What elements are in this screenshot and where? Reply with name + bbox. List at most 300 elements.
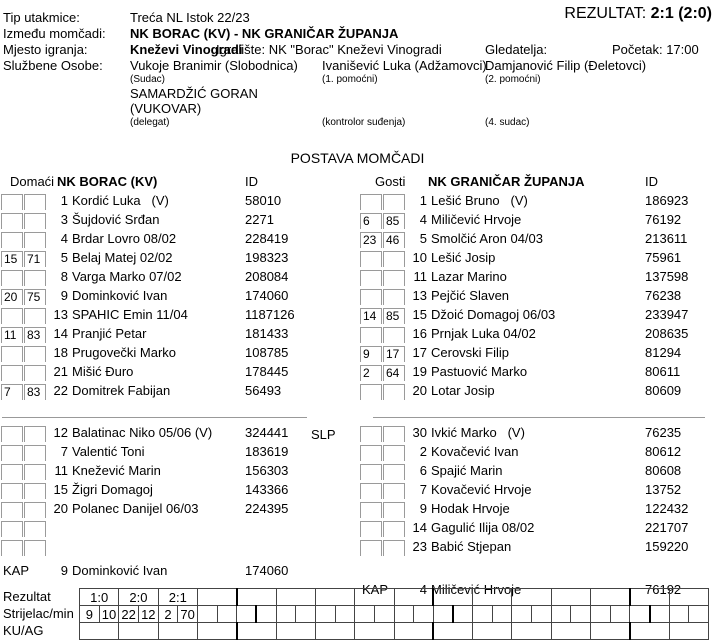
player-number: 1 bbox=[419, 193, 427, 208]
result-cell[interactable]: 2:1 bbox=[158, 589, 197, 606]
player-name: Spajić Marin bbox=[431, 463, 503, 478]
player-number: 4 bbox=[419, 582, 427, 597]
scorer-minute-cell[interactable]: 70 bbox=[178, 606, 198, 623]
sub-minute-box[interactable]: 83 bbox=[24, 327, 46, 343]
player-number: 7 bbox=[419, 482, 427, 497]
kuag-cell[interactable] bbox=[237, 623, 276, 640]
kuag-cell[interactable] bbox=[473, 623, 512, 640]
sub-in-number-box[interactable] bbox=[1, 308, 23, 324]
label-venue: Mjesto igranja: bbox=[3, 42, 88, 57]
result-cell[interactable] bbox=[276, 589, 315, 606]
substitute-row bbox=[360, 444, 713, 463]
player-id: 122432 bbox=[645, 501, 689, 516]
sub-in-number-box[interactable] bbox=[360, 464, 382, 480]
player-name: Kovačević Ivan bbox=[431, 444, 519, 459]
sub-in-number-box[interactable]: 14 bbox=[360, 308, 382, 324]
player-id: 1187126 bbox=[245, 307, 295, 322]
player-row bbox=[1, 288, 357, 307]
scorer-minute-cell[interactable]: 22 bbox=[119, 606, 139, 623]
player-id: 186923 bbox=[645, 193, 689, 208]
player-number: 7 bbox=[60, 444, 68, 459]
sub-minute-box[interactable] bbox=[383, 464, 405, 480]
scorer-minute-cell[interactable] bbox=[591, 606, 611, 623]
player-id: 75961 bbox=[645, 250, 682, 265]
player-number: 10 bbox=[412, 250, 427, 265]
sub-in-number-box[interactable]: 2 bbox=[360, 365, 382, 381]
sub-minute-box[interactable] bbox=[24, 346, 46, 362]
player-number: 11 bbox=[413, 269, 427, 284]
scorer-minute-cell[interactable] bbox=[669, 606, 689, 623]
fourth-official-role: (4. sudac) bbox=[485, 117, 530, 128]
kuag-cell[interactable] bbox=[315, 623, 354, 640]
kuag-cell[interactable] bbox=[158, 623, 197, 640]
player-row bbox=[1, 269, 357, 288]
player-number: 15 bbox=[53, 482, 68, 497]
sub-in-number-box[interactable] bbox=[360, 327, 382, 343]
sub-in-number-box[interactable]: 20 bbox=[1, 289, 23, 305]
kuag-cell[interactable] bbox=[197, 623, 236, 640]
player-row bbox=[1, 250, 357, 269]
scorer-minute-cell[interactable] bbox=[512, 606, 532, 623]
kuag-cell[interactable] bbox=[119, 623, 158, 640]
player-name: Valentić Toni bbox=[72, 444, 145, 459]
sub-minute-box[interactable] bbox=[24, 270, 46, 286]
player-name: Žigri Domagoj bbox=[72, 482, 153, 497]
scorer-minute-cell[interactable] bbox=[197, 606, 217, 623]
sub-in-number-box[interactable] bbox=[1, 464, 23, 480]
player-name: Lešić Bruno (V) bbox=[431, 193, 528, 208]
sub-minute-box[interactable] bbox=[24, 521, 46, 537]
player-row bbox=[1, 307, 357, 326]
player-id: 183619 bbox=[245, 444, 289, 459]
sub-minute-box[interactable] bbox=[24, 308, 46, 324]
player-number: 13 bbox=[412, 288, 427, 303]
player-number: 9 bbox=[60, 563, 68, 578]
sub-minute-box[interactable]: 83 bbox=[24, 384, 46, 400]
result-cell[interactable] bbox=[355, 589, 394, 606]
player-row bbox=[360, 212, 713, 231]
match-title: NK BORAC (KV) - NK GRANIČAR ŽUPANJA bbox=[130, 26, 399, 41]
venue-stadium: Igralište: NK "Borac" Kneževi Vinogradi bbox=[216, 42, 442, 57]
sub-minute-box[interactable]: 75 bbox=[24, 289, 46, 305]
scorer-minute-cell[interactable] bbox=[217, 606, 237, 623]
sub-in-number-box[interactable] bbox=[1, 540, 23, 556]
home-starters bbox=[1, 193, 357, 402]
sub-in-number-box[interactable] bbox=[360, 445, 382, 461]
scorer-minute-cell[interactable] bbox=[355, 606, 375, 623]
sub-in-number-box[interactable] bbox=[1, 445, 23, 461]
player-number: 4 bbox=[419, 212, 427, 227]
scorer-minute-cell[interactable] bbox=[335, 606, 355, 623]
substitute-row bbox=[360, 463, 713, 482]
kuag-cell[interactable] bbox=[433, 623, 472, 640]
kuag-cell[interactable] bbox=[80, 623, 119, 640]
sub-in-number-box[interactable] bbox=[360, 289, 382, 305]
competition-name: Treća NL Istok 22/23 bbox=[130, 10, 250, 25]
sub-minute-box[interactable] bbox=[383, 270, 405, 286]
sub-in-number-box[interactable] bbox=[360, 502, 382, 518]
player-row bbox=[1, 364, 357, 383]
slp-label: SLP bbox=[311, 427, 336, 442]
result-cell[interactable]: 2:0 bbox=[119, 589, 158, 606]
scorer-minute-cell[interactable]: 2 bbox=[158, 606, 178, 623]
delegate-city: (VUKOVAR) bbox=[130, 101, 202, 116]
assistant1-name: Ivanišević Luka (Adžamovci) bbox=[322, 58, 487, 73]
result-cell[interactable] bbox=[473, 589, 512, 606]
sub-minute-box[interactable] bbox=[24, 426, 46, 442]
home-subs bbox=[1, 425, 357, 558]
kuag-cell[interactable] bbox=[394, 623, 433, 640]
score-grid bbox=[79, 588, 709, 640]
sub-minute-box[interactable] bbox=[24, 464, 46, 480]
home-captain-row bbox=[1, 563, 357, 582]
player-number: 19 bbox=[412, 364, 427, 379]
player-name: Pejčić Slaven bbox=[431, 288, 510, 303]
player-id: 174060 bbox=[245, 563, 289, 578]
sub-minute-box[interactable] bbox=[383, 251, 405, 267]
player-row bbox=[360, 193, 713, 212]
home-side-label: Domaći bbox=[10, 174, 55, 189]
scorer-minute-cell[interactable] bbox=[453, 606, 473, 623]
sub-in-number-box[interactable] bbox=[1, 346, 23, 362]
scorer-minute-cell[interactable] bbox=[374, 606, 394, 623]
player-number: 11 bbox=[54, 463, 68, 478]
away-starters bbox=[360, 193, 713, 402]
player-row bbox=[1, 326, 357, 345]
player-id: 80608 bbox=[645, 463, 682, 478]
sub-in-number-box[interactable] bbox=[360, 384, 382, 400]
player-number: 5 bbox=[60, 250, 68, 265]
player-id: 76235 bbox=[645, 425, 682, 440]
player-row bbox=[360, 250, 713, 269]
controller-role: (kontrolor suđenja) bbox=[322, 117, 406, 128]
player-name: Pastuović Marko bbox=[431, 364, 528, 379]
kuag-cell[interactable] bbox=[355, 623, 394, 640]
player-id: 213611 bbox=[645, 231, 688, 246]
kuag-cell[interactable] bbox=[591, 623, 630, 640]
sub-minute-box[interactable] bbox=[24, 232, 46, 248]
sub-minute-box[interactable] bbox=[383, 483, 405, 499]
player-name: Miličević Hrvoje bbox=[431, 212, 522, 227]
scorer-minute-cell[interactable] bbox=[571, 606, 591, 623]
label-officials: Službene Osobe: bbox=[3, 58, 103, 73]
sub-in-number-box[interactable] bbox=[360, 270, 382, 286]
sub-in-number-box[interactable] bbox=[360, 194, 382, 210]
result-cell[interactable] bbox=[315, 589, 354, 606]
player-row bbox=[1, 212, 357, 231]
substitute-row bbox=[360, 520, 713, 539]
player-id: 198323 bbox=[245, 250, 289, 265]
sub-minute-box[interactable] bbox=[383, 445, 405, 461]
sub-in-number-box[interactable]: 11 bbox=[1, 327, 23, 343]
result-row-label: Rezultat bbox=[3, 589, 51, 604]
substitute-row bbox=[360, 482, 713, 501]
scorer-minute-cell[interactable] bbox=[473, 606, 493, 623]
sub-in-number-box[interactable] bbox=[360, 251, 382, 267]
player-number: 4 bbox=[60, 231, 68, 246]
player-id: 159220 bbox=[645, 539, 689, 554]
sub-minute-box[interactable]: 46 bbox=[383, 232, 405, 248]
player-id: 80609 bbox=[645, 383, 682, 398]
player-number: 14 bbox=[412, 520, 427, 535]
sub-minute-box[interactable]: 17 bbox=[383, 346, 405, 362]
sub-minute-box[interactable] bbox=[383, 521, 405, 537]
result-cell[interactable] bbox=[512, 589, 551, 606]
away-subs-divider bbox=[373, 417, 705, 418]
player-name: Šujdović Srđan bbox=[72, 212, 160, 227]
scorer-minute-cell[interactable] bbox=[433, 606, 453, 623]
sub-minute-box[interactable]: 64 bbox=[383, 365, 405, 381]
player-id: 80612 bbox=[645, 444, 682, 459]
delegate-role: (delegat) bbox=[130, 117, 170, 128]
sub-in-number-box[interactable] bbox=[360, 483, 382, 499]
player-number: 14 bbox=[53, 326, 68, 341]
player-id: 208084 bbox=[245, 269, 289, 284]
result-cell[interactable] bbox=[394, 589, 433, 606]
sub-minute-box[interactable] bbox=[24, 445, 46, 461]
player-id: 224395 bbox=[245, 501, 289, 516]
away-subs bbox=[360, 425, 713, 558]
player-name: Džoić Domagoj 06/03 bbox=[431, 307, 556, 322]
kuag-cell[interactable] bbox=[276, 623, 315, 640]
player-id: 76192 bbox=[645, 582, 682, 597]
kuag-cell[interactable] bbox=[669, 623, 708, 640]
sub-minute-box[interactable] bbox=[383, 289, 405, 305]
player-number: 15 bbox=[412, 307, 427, 322]
lineups-title: POSTAVA MOMČADI bbox=[290, 150, 425, 166]
scorer-minute-cell[interactable]: 12 bbox=[138, 606, 158, 623]
sub-in-number-box[interactable]: 15 bbox=[1, 251, 23, 267]
scorer-minute-cell[interactable] bbox=[532, 606, 552, 623]
player-number: 13 bbox=[53, 307, 68, 322]
result-cell[interactable] bbox=[237, 589, 276, 606]
sub-minute-box[interactable] bbox=[383, 426, 405, 442]
player-id: 324441 bbox=[245, 425, 289, 440]
referee-name: Vukoje Branimir (Slobodnica) bbox=[130, 58, 298, 73]
away-id-header: ID bbox=[645, 174, 658, 189]
player-row bbox=[1, 193, 357, 212]
delegate-name: SAMARDŽIĆ GORAN bbox=[130, 86, 258, 101]
scorer-minute-cell[interactable] bbox=[296, 606, 316, 623]
scorer-minute-cell[interactable] bbox=[276, 606, 296, 623]
spectators-label: Gledatelja: bbox=[485, 42, 548, 57]
player-name: Mišić Đuro bbox=[72, 364, 134, 379]
player-row bbox=[360, 345, 713, 364]
player-number: 22 bbox=[53, 383, 68, 398]
player-number: 12 bbox=[53, 425, 68, 440]
player-id: 208635 bbox=[645, 326, 689, 341]
scorer-minute-cell[interactable] bbox=[414, 606, 434, 623]
player-name: Lotar Josip bbox=[431, 383, 495, 398]
substitute-row bbox=[360, 425, 713, 444]
player-row bbox=[1, 231, 357, 250]
label-match-type: Tip utakmice: bbox=[3, 10, 80, 25]
sub-minute-box[interactable] bbox=[24, 540, 46, 556]
result-cell[interactable]: 1:0 bbox=[80, 589, 119, 606]
sub-minute-box[interactable] bbox=[383, 194, 405, 210]
player-id: 58010 bbox=[245, 193, 282, 208]
player-number: 16 bbox=[412, 326, 427, 341]
player-name: Lešić Josip bbox=[431, 250, 496, 265]
player-row bbox=[1, 383, 357, 402]
sub-minute-box[interactable] bbox=[24, 502, 46, 518]
sub-in-number-box[interactable]: 9 bbox=[360, 346, 382, 362]
sub-minute-box[interactable] bbox=[24, 213, 46, 229]
sub-in-number-box[interactable]: 23 bbox=[360, 232, 382, 248]
player-id: 76238 bbox=[645, 288, 682, 303]
player-row bbox=[360, 364, 713, 383]
result-cell[interactable] bbox=[197, 589, 236, 606]
result-cell[interactable] bbox=[433, 589, 472, 606]
sub-in-number-box[interactable] bbox=[1, 426, 23, 442]
player-name: SPAHIC Emin 11/04 bbox=[72, 307, 188, 322]
substitute-row bbox=[1, 501, 357, 520]
away-kap-label: KAP bbox=[362, 582, 389, 597]
sub-minute-box[interactable]: 85 bbox=[383, 213, 405, 229]
scorer-minute-cell[interactable] bbox=[630, 606, 650, 623]
player-number: 17 bbox=[412, 345, 427, 360]
substitute-row bbox=[1, 520, 357, 539]
assistant1-role: (1. pomoćni) bbox=[322, 74, 378, 85]
scorer-row-label: Strijelac/min bbox=[3, 606, 74, 621]
player-name: Gagulić Ilija 08/02 bbox=[431, 520, 535, 535]
player-id: 137598 bbox=[645, 269, 689, 284]
substitute-row bbox=[1, 463, 357, 482]
kuag-cell[interactable] bbox=[630, 623, 669, 640]
player-id: 13752 bbox=[645, 482, 682, 497]
player-name: Brdar Lovro 08/02 bbox=[72, 231, 177, 246]
player-name: Babić Stjepan bbox=[431, 539, 512, 554]
substitute-row bbox=[1, 444, 357, 463]
sub-minute-box[interactable] bbox=[383, 502, 405, 518]
player-number: 9 bbox=[60, 288, 68, 303]
scorer-minute-cell[interactable] bbox=[256, 606, 276, 623]
player-name: Prnjak Luka 04/02 bbox=[431, 326, 536, 341]
referee-role: (Sudac) bbox=[130, 74, 166, 85]
sub-minute-box[interactable] bbox=[24, 483, 46, 499]
player-number: 8 bbox=[60, 269, 68, 284]
player-row bbox=[360, 326, 713, 345]
scorer-minute-cell[interactable] bbox=[551, 606, 571, 623]
player-name: Knežević Marin bbox=[72, 463, 161, 478]
player-name: Polanec Danijel 06/03 bbox=[72, 501, 199, 516]
scorer-cells-row bbox=[80, 606, 709, 623]
sub-minute-box[interactable] bbox=[24, 194, 46, 210]
kuag-cell[interactable] bbox=[551, 623, 590, 640]
player-name: Dominković Ivan bbox=[72, 563, 168, 578]
scorer-minute-cell[interactable] bbox=[237, 606, 257, 623]
player-number: 20 bbox=[412, 383, 427, 398]
player-name: Prugovečki Marko bbox=[72, 345, 177, 360]
player-number: 18 bbox=[53, 345, 68, 360]
scorer-minute-cell[interactable] bbox=[689, 606, 709, 623]
kickoff-time: Početak: 17:00 bbox=[612, 42, 699, 57]
player-name: Balatinac Niko 05/06 (V) bbox=[72, 425, 213, 440]
sub-minute-box[interactable] bbox=[24, 365, 46, 381]
player-row bbox=[360, 269, 713, 288]
kuag-cell[interactable] bbox=[512, 623, 551, 640]
sub-minute-box[interactable] bbox=[383, 540, 405, 556]
scorer-minute-cell[interactable] bbox=[492, 606, 512, 623]
assistant2-name: Damjanović Filip (Đeletovci) bbox=[485, 58, 647, 73]
sub-in-number-box[interactable] bbox=[360, 540, 382, 556]
sub-in-number-box[interactable] bbox=[1, 483, 23, 499]
result-cell[interactable] bbox=[630, 589, 669, 606]
sub-in-number-box[interactable] bbox=[1, 232, 23, 248]
player-number: 21 bbox=[53, 364, 68, 379]
result-line bbox=[564, 5, 712, 23]
sub-in-number-box[interactable] bbox=[1, 270, 23, 286]
sub-in-number-box[interactable] bbox=[1, 213, 23, 229]
scorer-minute-cell[interactable] bbox=[610, 606, 630, 623]
result-cell[interactable] bbox=[591, 589, 630, 606]
sub-minute-box[interactable] bbox=[383, 327, 405, 343]
player-row bbox=[1, 345, 357, 364]
player-id: 56493 bbox=[245, 383, 282, 398]
sub-in-number-box[interactable] bbox=[360, 426, 382, 442]
result-cell[interactable] bbox=[551, 589, 590, 606]
player-id: 174060 bbox=[245, 288, 289, 303]
home-kap-label: KAP bbox=[3, 563, 30, 578]
scorer-minute-cell[interactable] bbox=[315, 606, 335, 623]
player-id: 221707 bbox=[645, 520, 689, 535]
player-row bbox=[360, 288, 713, 307]
player-name: Pranjić Petar bbox=[72, 326, 147, 341]
home-team-name: NK BORAC (KV) bbox=[57, 174, 158, 189]
player-name: Cerovski Filip bbox=[431, 345, 510, 360]
kuag-row-label: KU/AG bbox=[3, 623, 44, 638]
substitute-row bbox=[1, 425, 357, 444]
player-number: 1 bbox=[60, 193, 68, 208]
player-name: Smolčić Aron 04/03 bbox=[431, 231, 544, 246]
label-teams: Između momčadi: bbox=[3, 26, 106, 41]
scorer-minute-cell[interactable] bbox=[394, 606, 414, 623]
sub-minute-box[interactable] bbox=[383, 384, 405, 400]
player-id: 178445 bbox=[245, 364, 289, 379]
player-name: Belaj Matej 02/02 bbox=[72, 250, 173, 265]
player-name: Varga Marko 07/02 bbox=[72, 269, 182, 284]
substitute-row bbox=[1, 539, 357, 558]
sub-minute-box[interactable]: 71 bbox=[24, 251, 46, 267]
player-name: Hodak Hrvoje bbox=[431, 501, 510, 516]
sub-in-number-box[interactable] bbox=[1, 521, 23, 537]
scorer-minute-cell[interactable]: 10 bbox=[99, 606, 119, 623]
sub-in-number-box[interactable] bbox=[1, 365, 23, 381]
sub-in-number-box[interactable] bbox=[1, 502, 23, 518]
player-name: Ivkić Marko (V) bbox=[431, 425, 525, 440]
player-id: 81294 bbox=[645, 345, 682, 360]
player-id: 143366 bbox=[245, 482, 289, 497]
kuag-cells-row bbox=[80, 623, 709, 640]
player-id: 108785 bbox=[245, 345, 289, 360]
scorer-minute-cell[interactable] bbox=[650, 606, 670, 623]
result-cell[interactable] bbox=[669, 589, 708, 606]
result-label: REZULTAT: bbox=[564, 5, 647, 22]
player-number: 3 bbox=[60, 212, 68, 227]
sub-in-number-box[interactable] bbox=[360, 521, 382, 537]
player-name: Dominković Ivan bbox=[72, 288, 168, 303]
player-number: 23 bbox=[412, 539, 427, 554]
sub-in-number-box[interactable]: 7 bbox=[1, 384, 23, 400]
substitute-row bbox=[360, 539, 713, 558]
sub-in-number-box[interactable]: 6 bbox=[360, 213, 382, 229]
sub-in-number-box[interactable] bbox=[1, 194, 23, 210]
player-number: 9 bbox=[419, 501, 427, 516]
player-row bbox=[360, 307, 713, 326]
sub-minute-box[interactable]: 85 bbox=[383, 308, 405, 324]
player-row bbox=[360, 231, 713, 250]
scorer-minute-cell[interactable]: 9 bbox=[80, 606, 100, 623]
